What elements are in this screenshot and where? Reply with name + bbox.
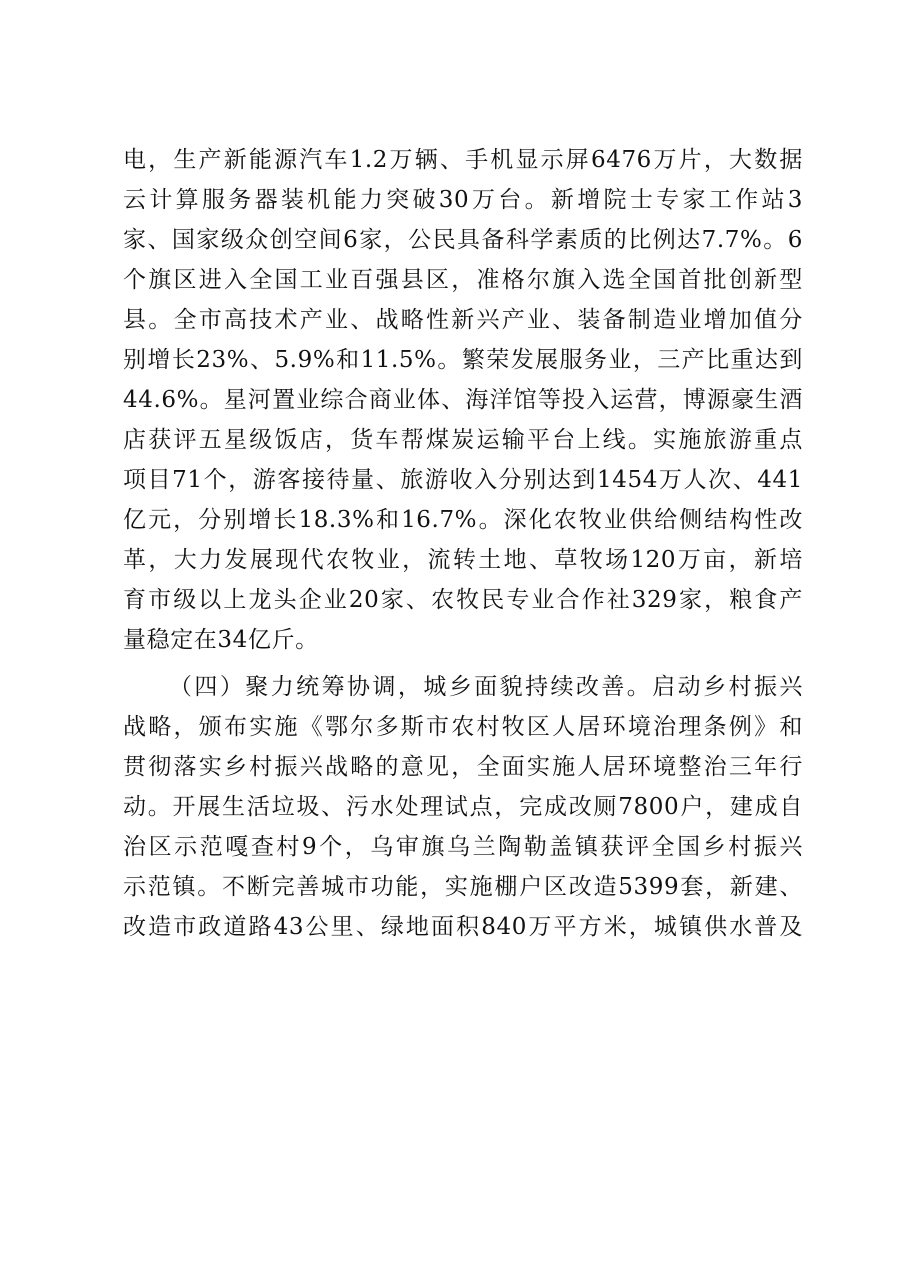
paragraph-2 — [123, 667, 803, 947]
text-line: 44.6%。星河置业综合商业体、海洋馆等投入运营，博源豪生酒 — [123, 387, 803, 413]
text-line: 量稳定在34亿斤。 — [123, 627, 319, 653]
paragraph-1 — [123, 140, 803, 660]
text-line: 贯彻落实乡村振兴战略的意见，全面实施人居环境整治三年行 — [123, 754, 803, 780]
text-line: 县。全市高技术产业、战略性新兴产业、装备制造业增加值分 — [123, 307, 803, 333]
text-line: （四）聚力统筹协调，城乡面貌持续改善。启动乡村振兴 — [169, 674, 803, 700]
text-line: 电，生产新能源汽车1.2万辆、手机显示屏6476万片，大数据 — [123, 147, 803, 173]
text-line: 个旗区进入全国工业百强县区，准格尔旗入选全国首批创新型 — [123, 267, 803, 293]
text-line: 示范镇。不断完善城市功能，实施棚户区改造5399套，新建、 — [123, 874, 803, 900]
text-line: 战略，颁布实施《鄂尔多斯市农村牧区人居环境治理条例》和 — [123, 714, 803, 740]
text-line: 云计算服务器装机能力突破30万台。新增院士专家工作站3 — [123, 187, 803, 213]
text-line: 店获评五星级饭店，货车帮煤炭运输平台上线。实施旅游重点 — [123, 427, 803, 453]
text-line: 家、国家级众创空间6家，公民具备科学素质的比例达7.7%。6 — [123, 227, 803, 253]
text-line: 项目71个，游客接待量、旅游收入分别达到1454万人次、441 — [123, 467, 803, 493]
body-text — [123, 140, 803, 947]
text-line: 改造市政道路43公里、绿地面积840万平方米，城镇供水普及 — [123, 914, 803, 940]
text-line: 别增长23%、5.9%和11.5%。繁荣发展服务业，三产比重达到 — [123, 347, 803, 373]
text-line: 治区示范嘎查村9个，乌审旗乌兰陶勒盖镇获评全国乡村振兴 — [123, 834, 803, 860]
text-line: 动。开展生活垃圾、污水处理试点，完成改厕7800户，建成自 — [123, 794, 803, 820]
text-line: 育市级以上龙头企业20家、农牧民专业合作社329家，粮食产 — [123, 587, 803, 613]
text-line: 亿元，分别增长18.3%和16.7%。深化农牧业供给侧结构性改 — [123, 507, 803, 533]
text-line: 革，大力发展现代农牧业，流转土地、草牧场120万亩，新培 — [123, 547, 803, 573]
